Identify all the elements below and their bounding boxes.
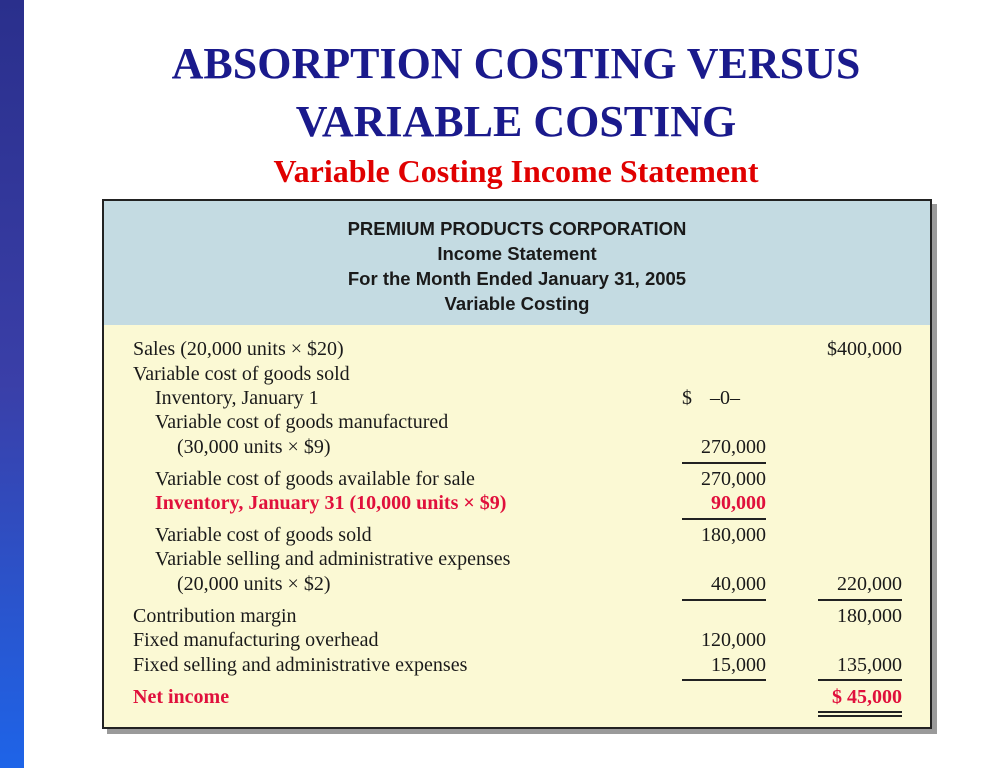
row-label: Inventory, January 31 (10,000 units × $9) [155,492,507,514]
costing-method: Variable Costing [444,293,590,314]
slide-title-line-1: ABSORPTION COSTING VERSUS [171,39,861,88]
row-net-income [104,685,930,710]
row-value-col1: 90,000 [711,492,766,514]
row-value-col2: 220,000 [837,573,902,595]
underline-col1 [682,599,766,601]
row-vcogm-units [104,435,930,460]
row-value-col2: $ 45,000 [832,686,902,708]
row-label: (30,000 units × $9) [177,436,331,458]
row-vcogm [104,410,930,435]
row-label: Contribution margin [133,605,297,627]
row-value-col1: 120,000 [701,629,766,651]
row-label: Variable cost of goods available for sale [155,468,475,490]
underline-col1 [682,679,766,681]
row-contribution-margin [104,604,930,629]
company-name: PREMIUM PRODUCTS CORPORATION [347,218,687,239]
underline-col2 [818,679,902,681]
underline-col1 [682,462,766,464]
double-underline-bottom [818,715,902,717]
income-statement [102,199,932,729]
statement-header [104,201,930,325]
row-label: Variable selling and administrative expenses [155,548,511,570]
row-value-zero: –0– [710,387,740,409]
slide-subtitle: Variable Costing Income Statement [273,153,759,189]
row-vcogs-heading [104,362,930,387]
row-label: Variable cost of goods manufactured [155,411,449,433]
slide-side-bar [0,0,24,768]
row-label: Fixed selling and administrative expenses [133,654,468,676]
row-inventory-jan1 [104,386,930,411]
row-variable-sa [104,547,930,572]
row-fixed-moh [104,628,930,653]
row-sales [104,337,930,362]
row-value-col1: 15,000 [711,654,766,676]
row-label: Sales (20,000 units × $20) [133,338,344,360]
row-value-col1: 270,000 [701,468,766,490]
row-label: Net income [133,686,230,708]
row-variable-sa-units [104,572,930,597]
row-value-col1: 270,000 [701,436,766,458]
row-value-col2: $400,000 [827,338,902,360]
row-value-col2: 135,000 [837,654,902,676]
statement-type: Income Statement [437,243,597,264]
row-label: Variable cost of goods sold [133,363,350,385]
slide-title-line-2: VARIABLE COSTING [295,97,737,146]
row-value-col1: 180,000 [701,524,766,546]
statement-period: For the Month Ended January 31, 2005 [347,268,687,289]
underline-col2 [818,599,902,601]
row-value-col2: 180,000 [837,605,902,627]
row-label: Inventory, January 1 [155,387,319,409]
row-inventory-jan31 [104,491,930,516]
row-vcogs [104,523,930,548]
row-label: Variable cost of goods sold [155,524,372,546]
underline-col1 [682,518,766,520]
row-available-for-sale [104,467,930,492]
double-underline-top [818,711,902,713]
row-value-col1: 40,000 [711,573,766,595]
row-fixed-sa [104,653,930,678]
row-label: (20,000 units × $2) [177,573,331,595]
row-value-dollar: $ [682,387,692,409]
row-label: Fixed manufacturing overhead [133,629,379,651]
